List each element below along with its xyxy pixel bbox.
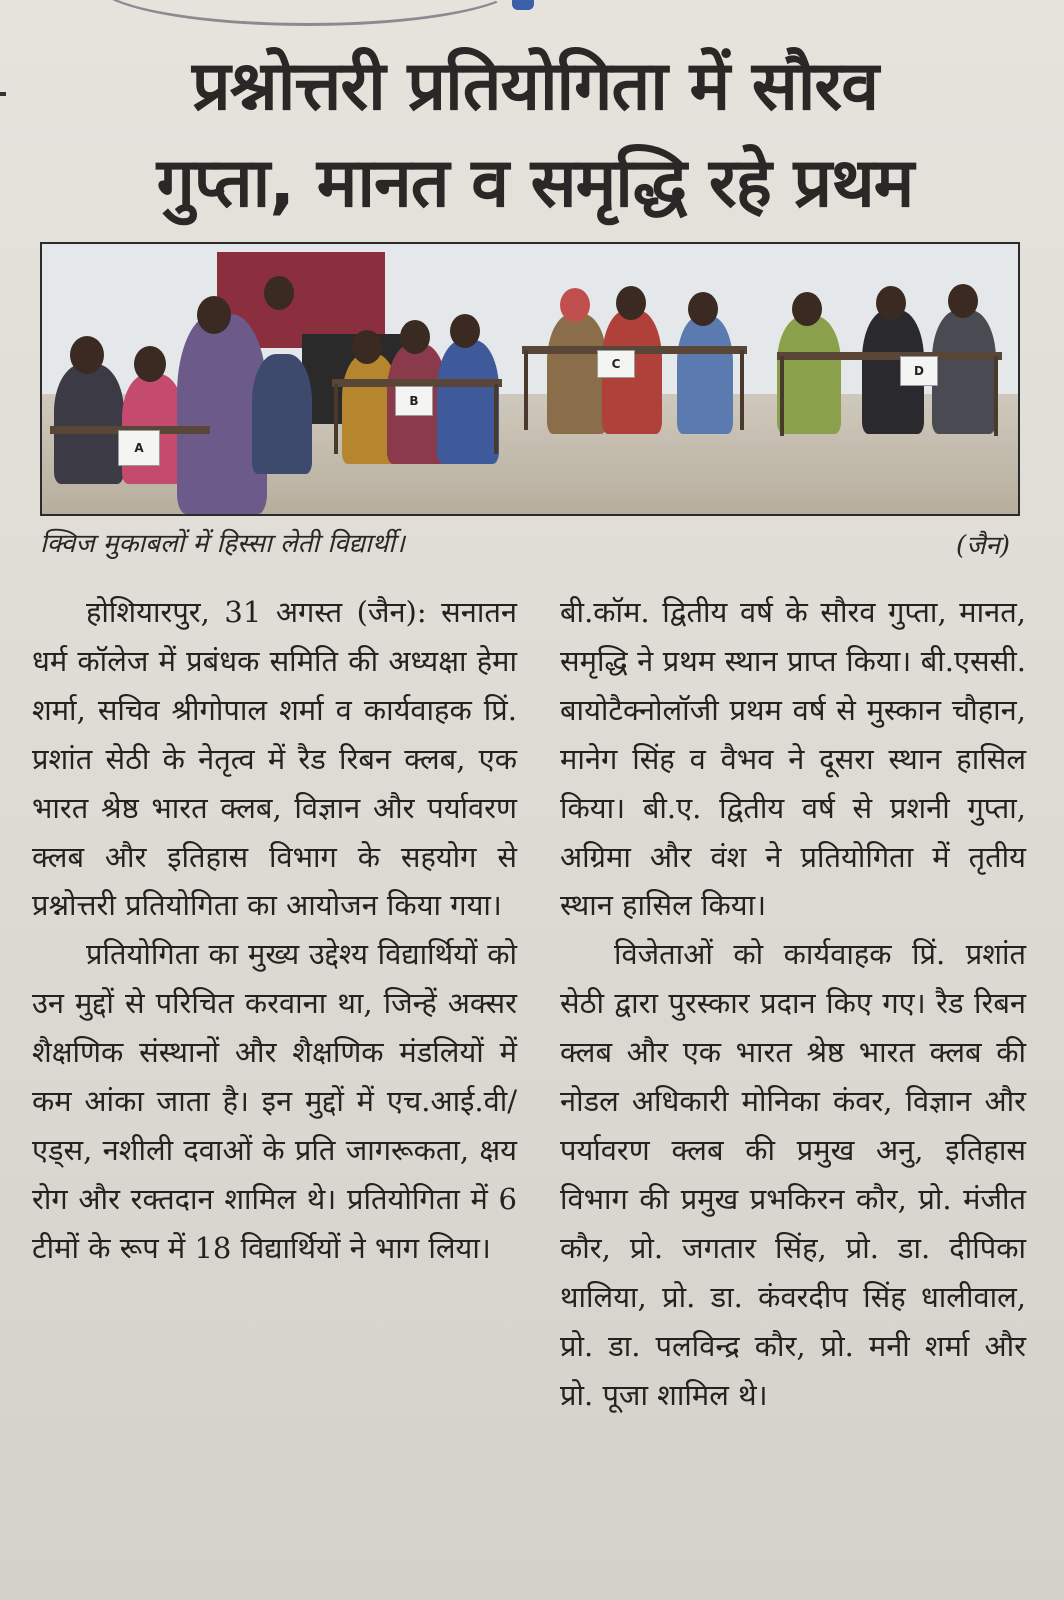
photo-person [437, 340, 499, 464]
photo-person-head [352, 330, 382, 364]
photo-person-turban [560, 288, 590, 322]
team-card-c: C [597, 350, 635, 378]
photo-person-head [616, 286, 646, 320]
photo-desk-leg [334, 384, 338, 454]
article-paragraph-1-text: सनातन धर्म कॉलेज में प्रबंधक समिति की अध्यक्षा हेमा शर्मा, सचिव श्रीगोपाल शर्मा व कार्यवाहक प्रिं. प्रशांत सेठी के नेतृत्व में रैड रिबन क्लब, एक भारत श्रेष्ठ भारत क्लब, विज्ञान और पर्यावरण क्लब और इतिहास विभाग के सहयोग से प्रश्नोत्तरी प्रतियोगिता का आयोजन किया गया। [32, 595, 517, 923]
photo-person-head [948, 284, 978, 318]
photo-person-head [450, 314, 480, 348]
team-card-b: B [395, 386, 433, 416]
photo-person [932, 310, 996, 434]
dateline: होशियारपुर, 31 अगस्त (जैन): [86, 595, 427, 629]
photo-credit: (जैन) [955, 531, 1010, 561]
photo-desk-leg [494, 384, 498, 454]
photo-person [777, 316, 841, 434]
news-photo-quiz-participants [40, 242, 1020, 516]
photo-person-head [264, 276, 294, 310]
article-paragraph-1 [32, 588, 517, 930]
article-paragraph-3: बी.कॉम. द्वितीय वर्ष के सौरव गुप्ता, मानत, समृद्धि ने प्रथम स्थान प्राप्त किया। बी.एससी. बायोटैक्नोलॉजी प्रथम वर्ष से मुस्कान चौहान, मानेग सिंह व वैभव ने दूसरा स्थान हासिल किया। बी.ए. द्वितीय वर्ष से प्रशनी गुप्ता, अग्रिमा और वंश ने प्रतियोगिता में तृतीय स्थान हासिल किया। [560, 595, 1026, 923]
headline-line-2: गुप्ता, मानत व समृद्धि रहे प्रथम [156, 144, 914, 223]
photo-person [54, 364, 124, 484]
caption-text: क्विज मुकाबलों में हिस्सा लेती विद्यार्थी। [40, 529, 405, 559]
headline-line-1: प्रश्नोत्तरी प्रतियोगिता में सौरव [191, 47, 879, 126]
photo-person-head [197, 296, 231, 334]
headline [40, 40, 1030, 234]
photo-person [252, 354, 312, 474]
article-column-right [560, 588, 1026, 1419]
photo-desk-leg [740, 350, 744, 430]
photo-person [677, 316, 733, 434]
photo-person-head [688, 292, 718, 326]
photo-person-head [400, 320, 430, 354]
photo-desk-leg [780, 356, 784, 436]
photo-person-head [70, 336, 104, 374]
team-card-a: A [118, 430, 160, 466]
photo-person-head [792, 292, 822, 326]
team-card-d: D [900, 356, 938, 386]
article-column-left [32, 588, 517, 1273]
article-paragraph-4: विजेताओं को कार्यवाहक प्रिं. प्रशांत सेठी द्वारा पुरस्कार प्रदान किए गए। रैड रिबन क्लब और एक भारत श्रेष्ठ भारत क्लब की नोडल अधिकारी मोनिका कंवर, विज्ञान और पर्यावरण क्लब की प्रमुख अनु, इतिहास विभाग की प्रमुख प्रभकिरन कौर, प्रो. मंजीत कौर, प्रो. जगतार सिंह, प्रो. डा. दीपिका थालिया, प्रो. डा. कंवरदीप सिंह धालीवाल, प्रो. डा. पलविन्द्र कौर, प्रो. मनी शर्मा और प्रो. पूजा शामिल थे। [560, 937, 1026, 1412]
photo-person-head [134, 346, 166, 382]
photo-desk-leg [994, 356, 998, 436]
article-paragraph-2: प्रतियोगिता का मुख्य उद्देश्य विद्यार्थियों को उन मुद्दों से परिचित करवाना था, जिन्हें अक्सर शैक्षणिक संस्थानों और शैक्षणिक मंडलियों में कम आंका जाता है। इन मुद्दों में एच.आई.वी/एड्स, नशीली दवाओं के प्रति जागरूकता, क्षय रोग और रक्तदान शामिल थे। प्रतियोगिता में 6 टीमों के रूप में 18 विद्यार्थियों ने भाग लिया। [32, 937, 517, 1265]
photo-desk [777, 352, 1002, 360]
photo-person-head [876, 286, 906, 320]
masthead-blue-mark [512, 0, 534, 10]
photo-desk-leg [524, 350, 528, 430]
photo-caption [40, 522, 1016, 562]
margin-mark [0, 92, 6, 96]
